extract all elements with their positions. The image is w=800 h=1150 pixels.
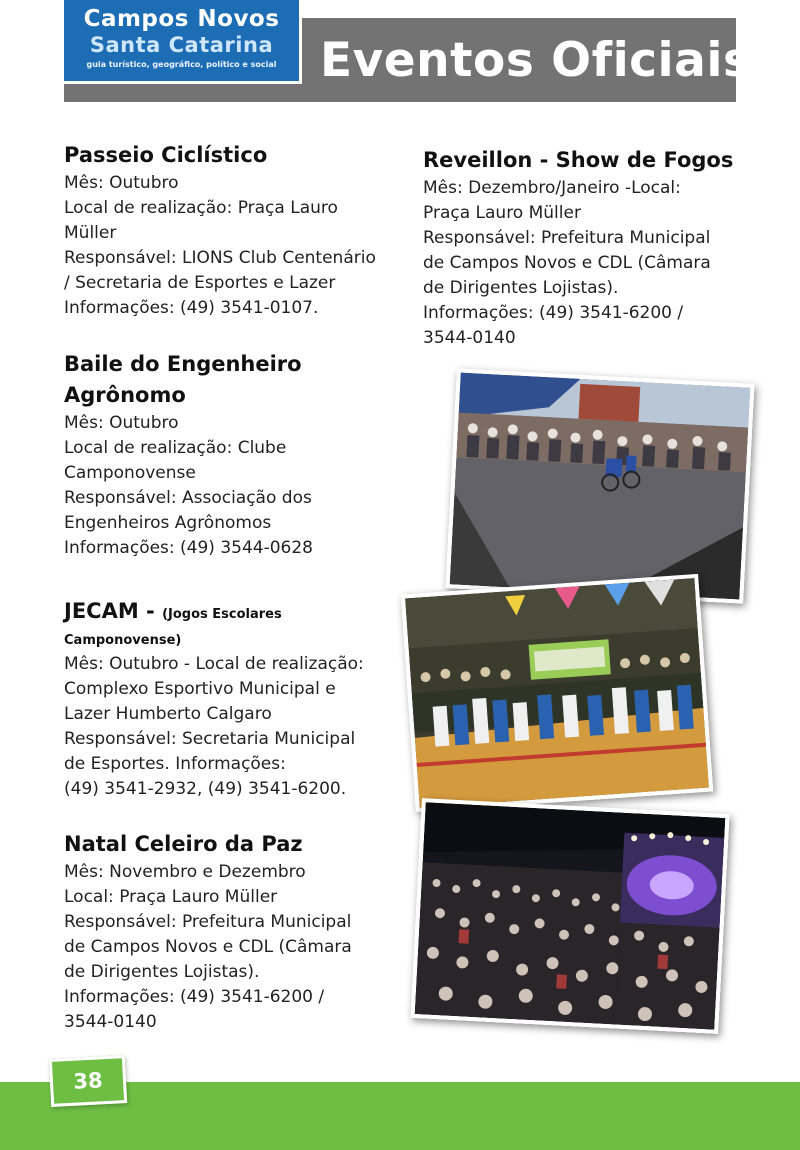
event-line: (49) 3541-2932, (49) 3541-6200.	[64, 779, 347, 799]
event-title-main: JECAM -	[64, 599, 163, 623]
cycling-photo-art	[450, 373, 751, 600]
gymnasium-photo-art	[405, 578, 709, 808]
event-title-cont: Agrônomo	[64, 383, 186, 407]
event-line: Camponovense	[64, 463, 196, 483]
event-line: Complexo Esportivo Municipal e	[64, 679, 336, 699]
night-concert-crowd-photo	[410, 798, 729, 1034]
brand-state: Santa Catarina	[89, 33, 274, 57]
event-line: Responsável: Associação dos	[64, 488, 312, 508]
event-line: Responsável: LIONS Club Centenário	[64, 248, 376, 268]
event-line: Mês: Outubro	[64, 173, 179, 193]
event-line: Mês: Novembro e Dezembro	[64, 862, 306, 882]
event-title-small: (Jogos Escolares	[162, 607, 282, 622]
event-line: de Dirigentes Lojistas).	[64, 962, 260, 982]
event-line: Mês: Outubro - Local de realização:	[64, 654, 364, 674]
event-line: de Campos Novos e CDL (Câmara	[423, 253, 711, 273]
brand-city: Campos Novos	[83, 6, 280, 32]
event-line: de Campos Novos e CDL (Câmara	[64, 937, 352, 957]
concert-photo-art	[415, 802, 726, 1029]
event-line: / Secretaria de Esportes e Lazer	[64, 273, 336, 293]
event-line: Mês: Outubro	[64, 413, 179, 433]
event-title: Passeio Ciclístico	[64, 143, 268, 167]
event-subtitle: Camponovense)	[64, 633, 182, 648]
brand-tagline: guia turístico, geográfico, político e social	[86, 60, 277, 69]
event-title: Reveillon - Show de Fogos	[423, 148, 734, 172]
event-line: Lazer Humberto Calgaro	[64, 704, 272, 724]
event-line: Informações: (49) 3541-6200 /	[64, 987, 325, 1007]
event-baile-engenheiro	[64, 349, 404, 561]
event-line: Informações: (49) 3541-6200 /	[423, 303, 684, 323]
page-title: Eventos Oficiais	[320, 33, 752, 88]
event-line: Engenheiros Agrônomos	[64, 513, 272, 533]
brand-logo	[64, 0, 302, 84]
event-title: Natal Celeiro da Paz	[64, 832, 303, 856]
event-line: de Esportes. Informações:	[64, 754, 286, 774]
event-line: de Dirigentes Lojistas).	[423, 278, 619, 298]
page-number: 38	[49, 1055, 127, 1107]
event-natal-celeiro	[64, 829, 404, 1035]
event-line: Informações: (49) 3541-0107.	[64, 298, 319, 318]
event-line: Local de realização: Praça Lauro	[64, 198, 338, 218]
event-reveillon	[423, 145, 753, 351]
event-line: Responsável: Prefeitura Municipal	[64, 912, 352, 932]
cycling-event-photo	[445, 368, 754, 603]
event-passeio-ciclistico	[64, 140, 404, 321]
event-line: Local de realização: Clube	[64, 438, 287, 458]
event-line: Local: Praça Lauro Müller	[64, 887, 278, 907]
event-line: 3544-0140	[423, 328, 516, 348]
event-title	[64, 596, 404, 630]
event-line: Responsável: Prefeitura Municipal	[423, 228, 711, 248]
event-line: Mês: Dezembro/Janeiro -Local:	[423, 178, 681, 198]
event-title: Baile do Engenheiro	[64, 352, 302, 376]
event-jecam	[64, 596, 404, 802]
event-line: Müller	[64, 223, 117, 243]
event-line: 3544-0140	[64, 1012, 157, 1032]
event-line: Responsável: Secretaria Municipal	[64, 729, 356, 749]
event-line: Informações: (49) 3544-0628	[64, 538, 313, 558]
event-line: Praça Lauro Müller	[423, 203, 581, 223]
gymnasium-sports-photo	[401, 574, 713, 812]
